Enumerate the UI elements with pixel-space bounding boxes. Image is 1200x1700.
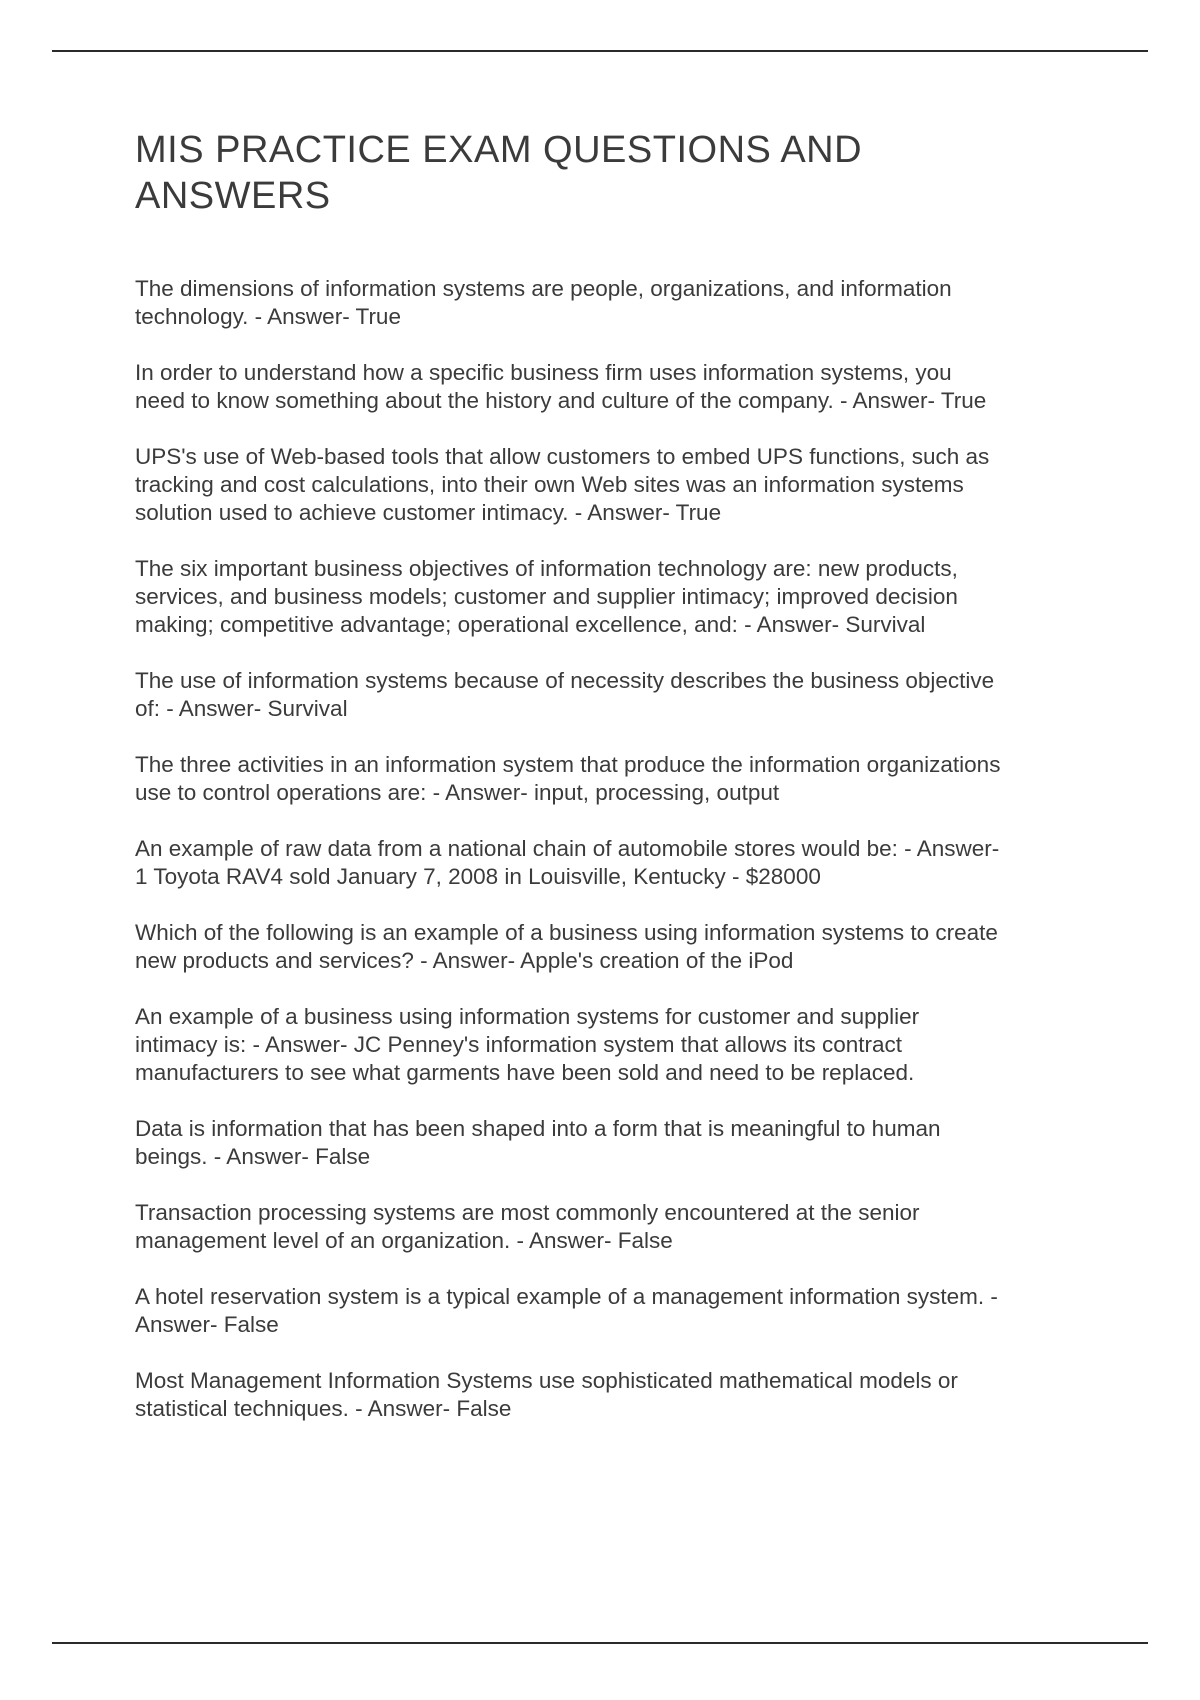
qa-paragraph: The three activities in an information system that produce the information organizations use to control operations are: - Answer- input, processing, output: [135, 752, 1001, 806]
qa-paragraph: An example of a business using information systems for customer and supplier intimacy is: - Answer- JC Penney's information system that allows its contract manufacturers to see what garments have been sold and need to be replaced.: [135, 1004, 920, 1086]
bottom-divider: [52, 1642, 1148, 1644]
qa-paragraph: A hotel reservation system is a typical example of a management information system. - Answer- False: [135, 1284, 998, 1338]
qa-paragraph: The six important business objectives of information technology are: new products, services, and business models; customer and supplier intimacy; improved decision making; competitive advantage; operational excellence, and: - Answer- Survival: [135, 556, 958, 638]
top-divider: [52, 50, 1148, 52]
qa-paragraph: The dimensions of information systems are people, organizations, and information technology. - Answer- True: [135, 276, 952, 330]
qa-paragraph: Transaction processing systems are most commonly encountered at the senior management level of an organization. - Answer- False: [135, 1200, 920, 1254]
qa-paragraph: In order to understand how a specific business firm uses information systems, you need to know something about the history and culture of the company. - Answer- True: [135, 360, 987, 414]
qa-paragraph: Which of the following is an example of a business using information systems to create new products and services? - Answer- Apple's creation of the iPod: [135, 920, 998, 974]
qa-paragraph: UPS's use of Web-based tools that allow customers to embed UPS functions, such as tracking and cost calculations, into their own Web sites was an information systems solution used to achieve customer intimacy. - Answer- True: [135, 444, 990, 526]
qa-paragraph: The use of information systems because of necessity describes the business objective of: - Answer- Survival: [135, 668, 995, 722]
qa-paragraph: Data is information that has been shaped into a form that is meaningful to human beings. - Answer- False: [135, 1116, 941, 1170]
document-content: [135, 128, 1007, 1451]
qa-paragraph: An example of raw data from a national chain of automobile stores would be: - Answer- 1 Toyota RAV4 sold January 7, 2008 in Louisville, Kentucky - $28000: [135, 836, 1000, 890]
page-title: MIS PRACTICE EXAM QUESTIONS AND ANSWERS: [135, 129, 863, 217]
qa-paragraph: Most Management Information Systems use sophisticated mathematical models or statistical techniques. - Answer- False: [135, 1368, 958, 1422]
